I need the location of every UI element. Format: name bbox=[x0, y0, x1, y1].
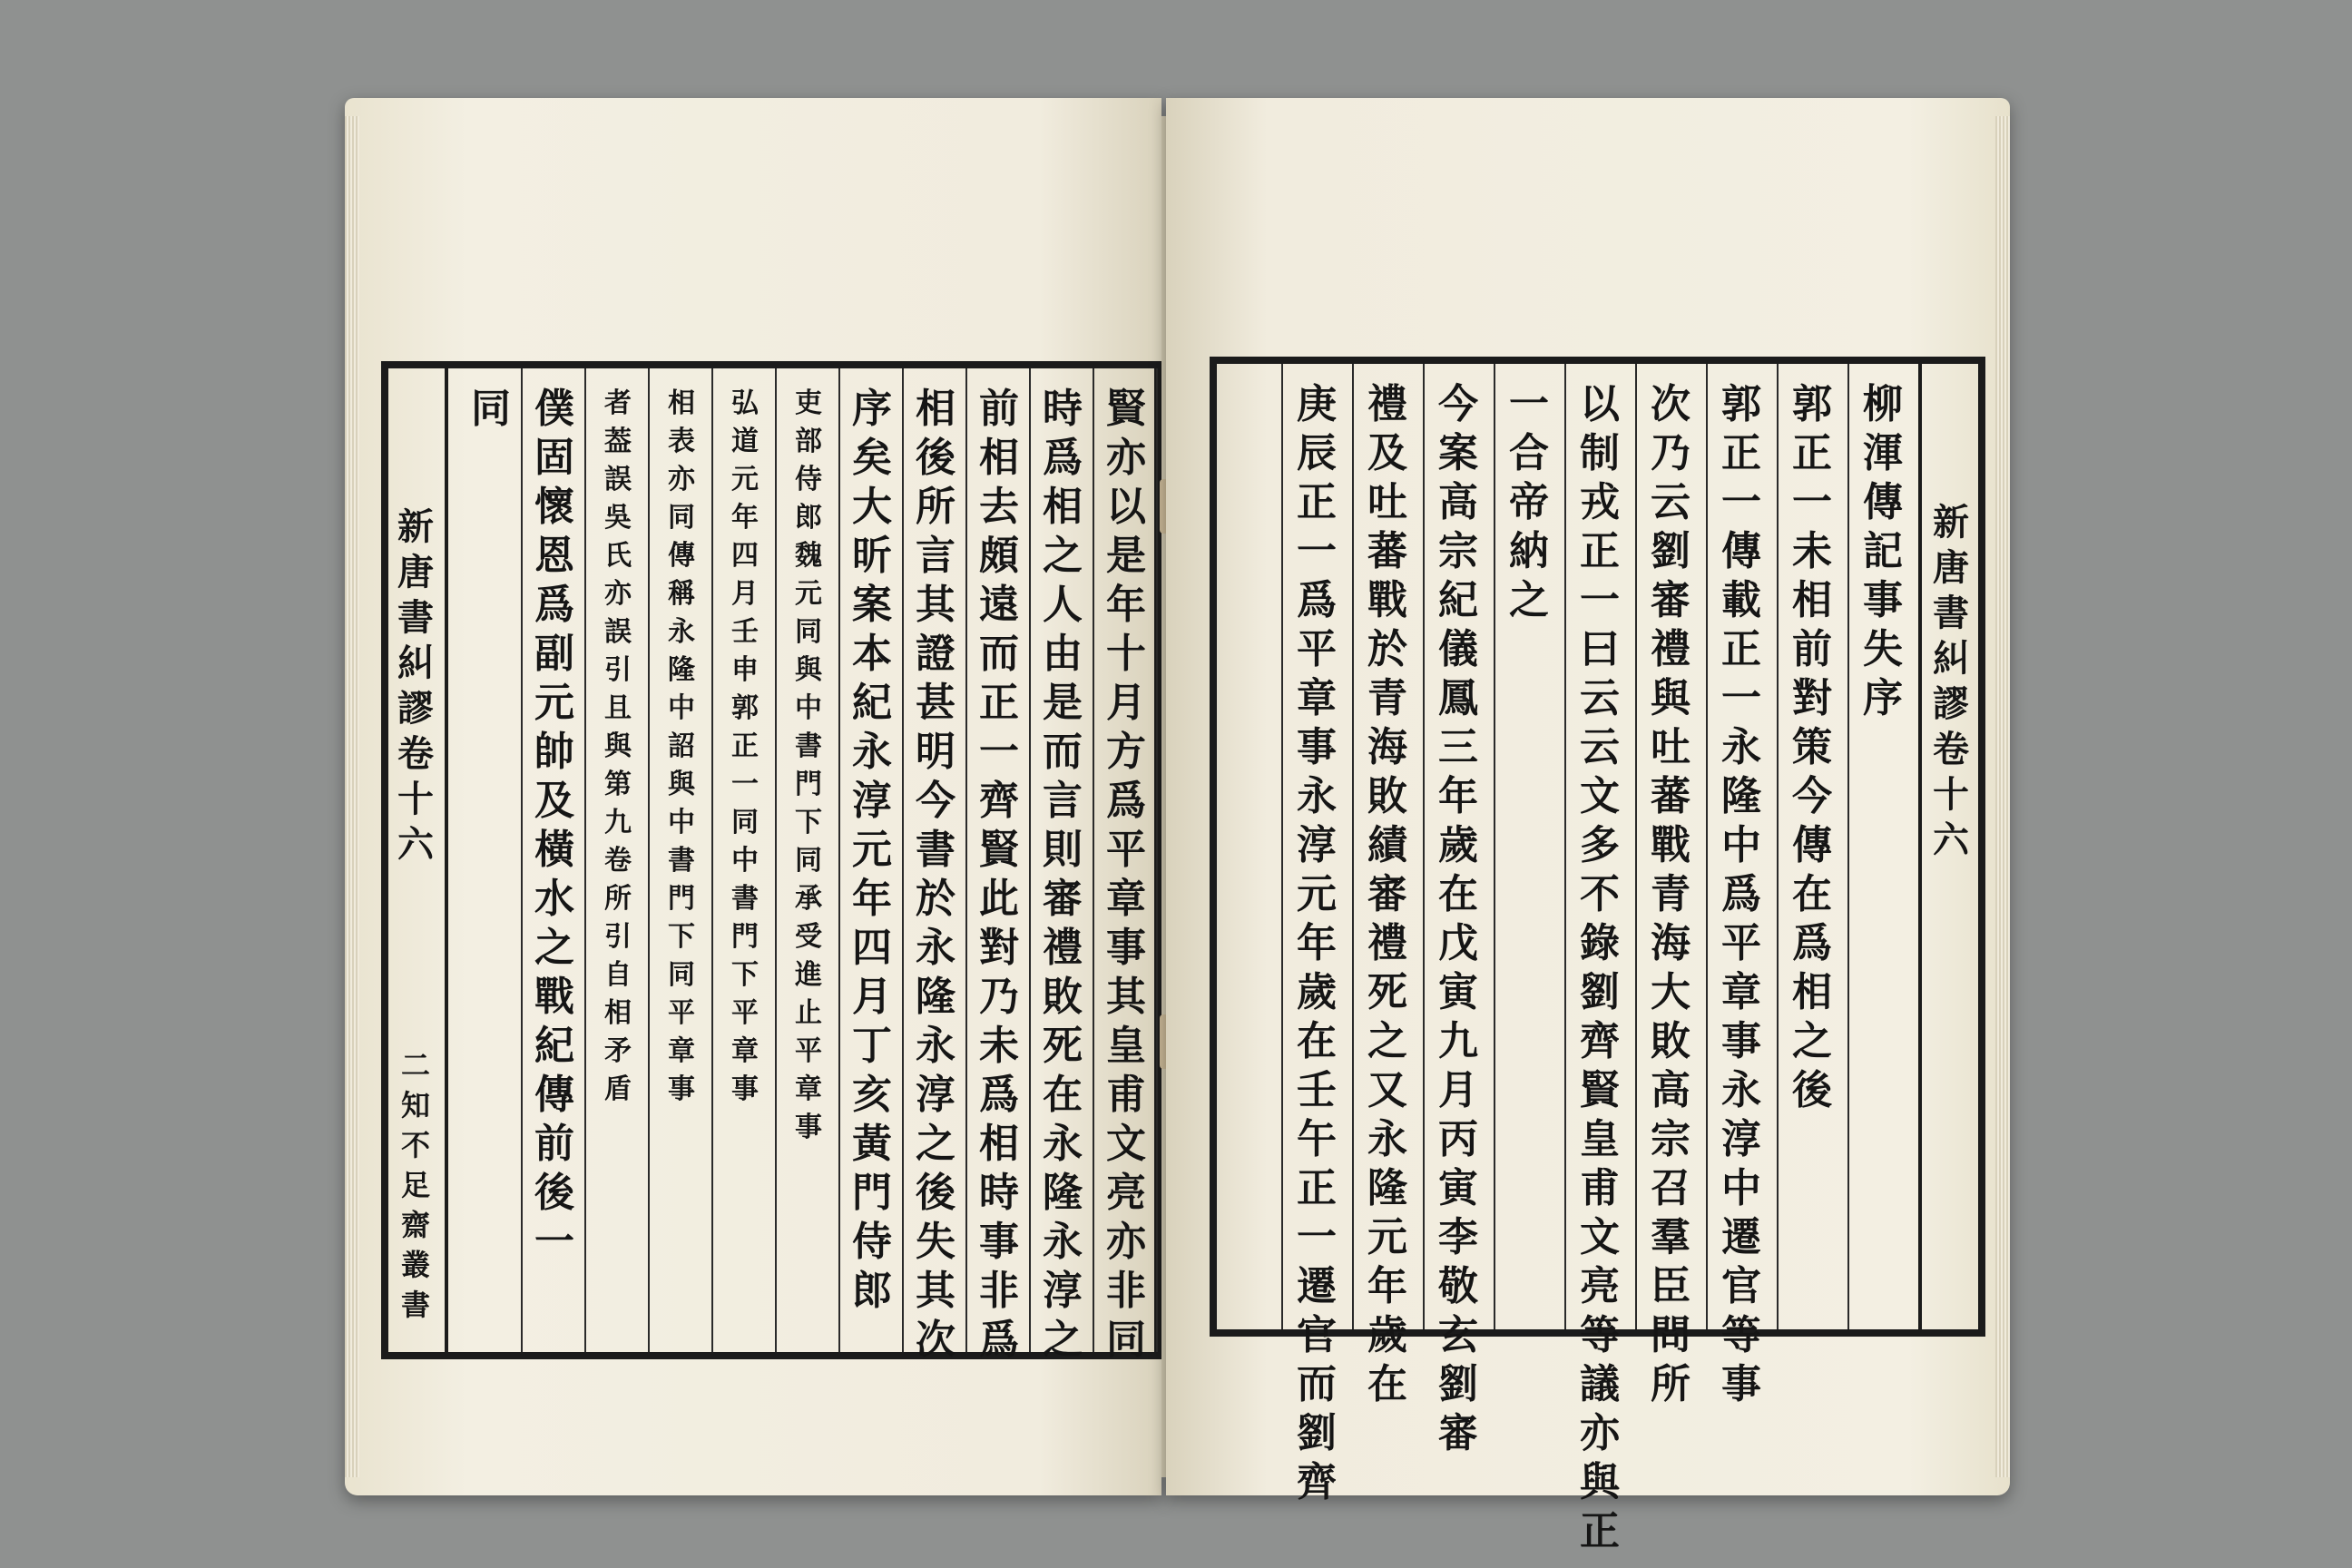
text-column: 次 乃 云 劉 審 禮 與 吐 蕃 戰 青 海 大 敗 高 宗 召 羣 臣 問 所 bbox=[1651, 381, 1690, 1407]
column-rule bbox=[1635, 364, 1637, 1329]
text-column: 庚 辰 正 一 爲 平 章 事 永 淳 元 年 歲 在 壬 午 正 一 遷 官 而 劉 齊 bbox=[1297, 381, 1337, 1505]
text-column: 吏 部 侍 郎 魏 元 同 與 中 書 門 下 同 承 受 進 止 平 章 事 bbox=[795, 387, 822, 1143]
left-text-frame bbox=[381, 361, 1161, 1363]
banxin-lower bbox=[401, 1045, 430, 1325]
column-rule bbox=[1847, 364, 1849, 1329]
text-column: 今 案 高 宗 紀 儀 鳳 三 年 歲 在 戊 寅 九 月 丙 寅 李 敬 玄 劉 審 bbox=[1438, 381, 1478, 1456]
left-page bbox=[345, 98, 1161, 1495]
text-column: 以 制 戎 正 一 曰 云 云 文 多 不 錄 劉 齊 賢 皇 甫 文 亮 等 議 亦 與 正 bbox=[1580, 381, 1620, 1554]
text-column: 相 表 亦 同 傳 稱 永 隆 中 詔 與 中 書 門 下 同 平 章 事 bbox=[668, 387, 695, 1105]
text-column: 郭 正 一 傳 載 正 一 永 隆 中 爲 平 章 事 永 淳 中 遷 官 等 事 bbox=[1721, 381, 1761, 1407]
text-column: 一 合 帝 納 之 bbox=[1509, 381, 1549, 623]
column-rule bbox=[1352, 364, 1354, 1329]
banxin-title: 新 唐 書 糾 謬 卷 十 六 bbox=[397, 505, 434, 866]
column-rule bbox=[1156, 368, 1158, 1352]
column-rule bbox=[1564, 364, 1566, 1329]
text-column: 禮 及 吐 蕃 戰 於 青 海 敗 績 審 禮 死 之 又 永 隆 元 年 歲 在 bbox=[1367, 381, 1407, 1407]
text-column: 者 葢 誤 吳 氏 亦 誤 引 且 與 第 九 卷 所 引 自 相 矛 盾 bbox=[604, 387, 632, 1105]
banxin-title: 新 唐 書 糾 謬 卷 十 六 bbox=[1933, 501, 1969, 861]
left-banxin bbox=[388, 368, 443, 1352]
text-column: 相 後 所 言 其 證 甚 明 今 書 於 永 隆 永 淳 之 後 失 其 次 bbox=[916, 386, 956, 1363]
text-column: 前 相 去 頗 遠 而 正 一 齊 賢 此 對 乃 未 爲 相 時 事 非 爲 bbox=[979, 386, 1019, 1363]
column-rule bbox=[1281, 364, 1283, 1329]
column-rule bbox=[1918, 364, 1922, 1329]
text-column: 僕 固 懷 恩 爲 副 元 帥 及 橫 水 之 戰 紀 傳 前 後 一 bbox=[534, 386, 574, 1265]
page-edge bbox=[345, 116, 359, 1477]
column-rule bbox=[1494, 364, 1495, 1329]
text-column: 時 爲 相 之 人 由 是 而 言 則 審 禮 敗 死 在 永 隆 永 淳 之 bbox=[1043, 386, 1083, 1363]
text-column: 同 bbox=[471, 386, 511, 432]
column-rule bbox=[1777, 364, 1779, 1329]
banxin-page: 二 bbox=[400, 1048, 430, 1083]
page-edge bbox=[1995, 116, 2010, 1477]
right-banxin bbox=[1924, 364, 1978, 1329]
right-text-frame bbox=[1210, 357, 1985, 1554]
column-rule bbox=[1706, 364, 1708, 1329]
text-column: 柳 渾 傳 記 事 失 序 bbox=[1863, 381, 1903, 721]
open-book bbox=[327, 98, 2033, 1554]
text-column: 郭 正 一 未 相 前 對 策 今 傳 在 爲 相 之 後 bbox=[1792, 381, 1832, 1113]
column-rule bbox=[445, 368, 448, 1352]
column-rule bbox=[1423, 364, 1425, 1329]
banxin-publisher: 知 不 足 齋 叢 書 bbox=[400, 1088, 430, 1322]
text-column: 賢 亦 以 是 年 十 月 方 爲 平 章 事 其 皇 甫 文 亮 亦 非 同 bbox=[1106, 386, 1146, 1363]
text-column: 序 矣 大 昕 案 本 紀 永 淳 元 年 四 月 丁 亥 黃 門 侍 郎 bbox=[852, 386, 892, 1314]
right-page bbox=[1166, 98, 2010, 1554]
text-column: 弘 道 元 年 四 月 壬 申 郭 正 一 同 中 書 門 下 平 章 事 bbox=[731, 387, 759, 1105]
